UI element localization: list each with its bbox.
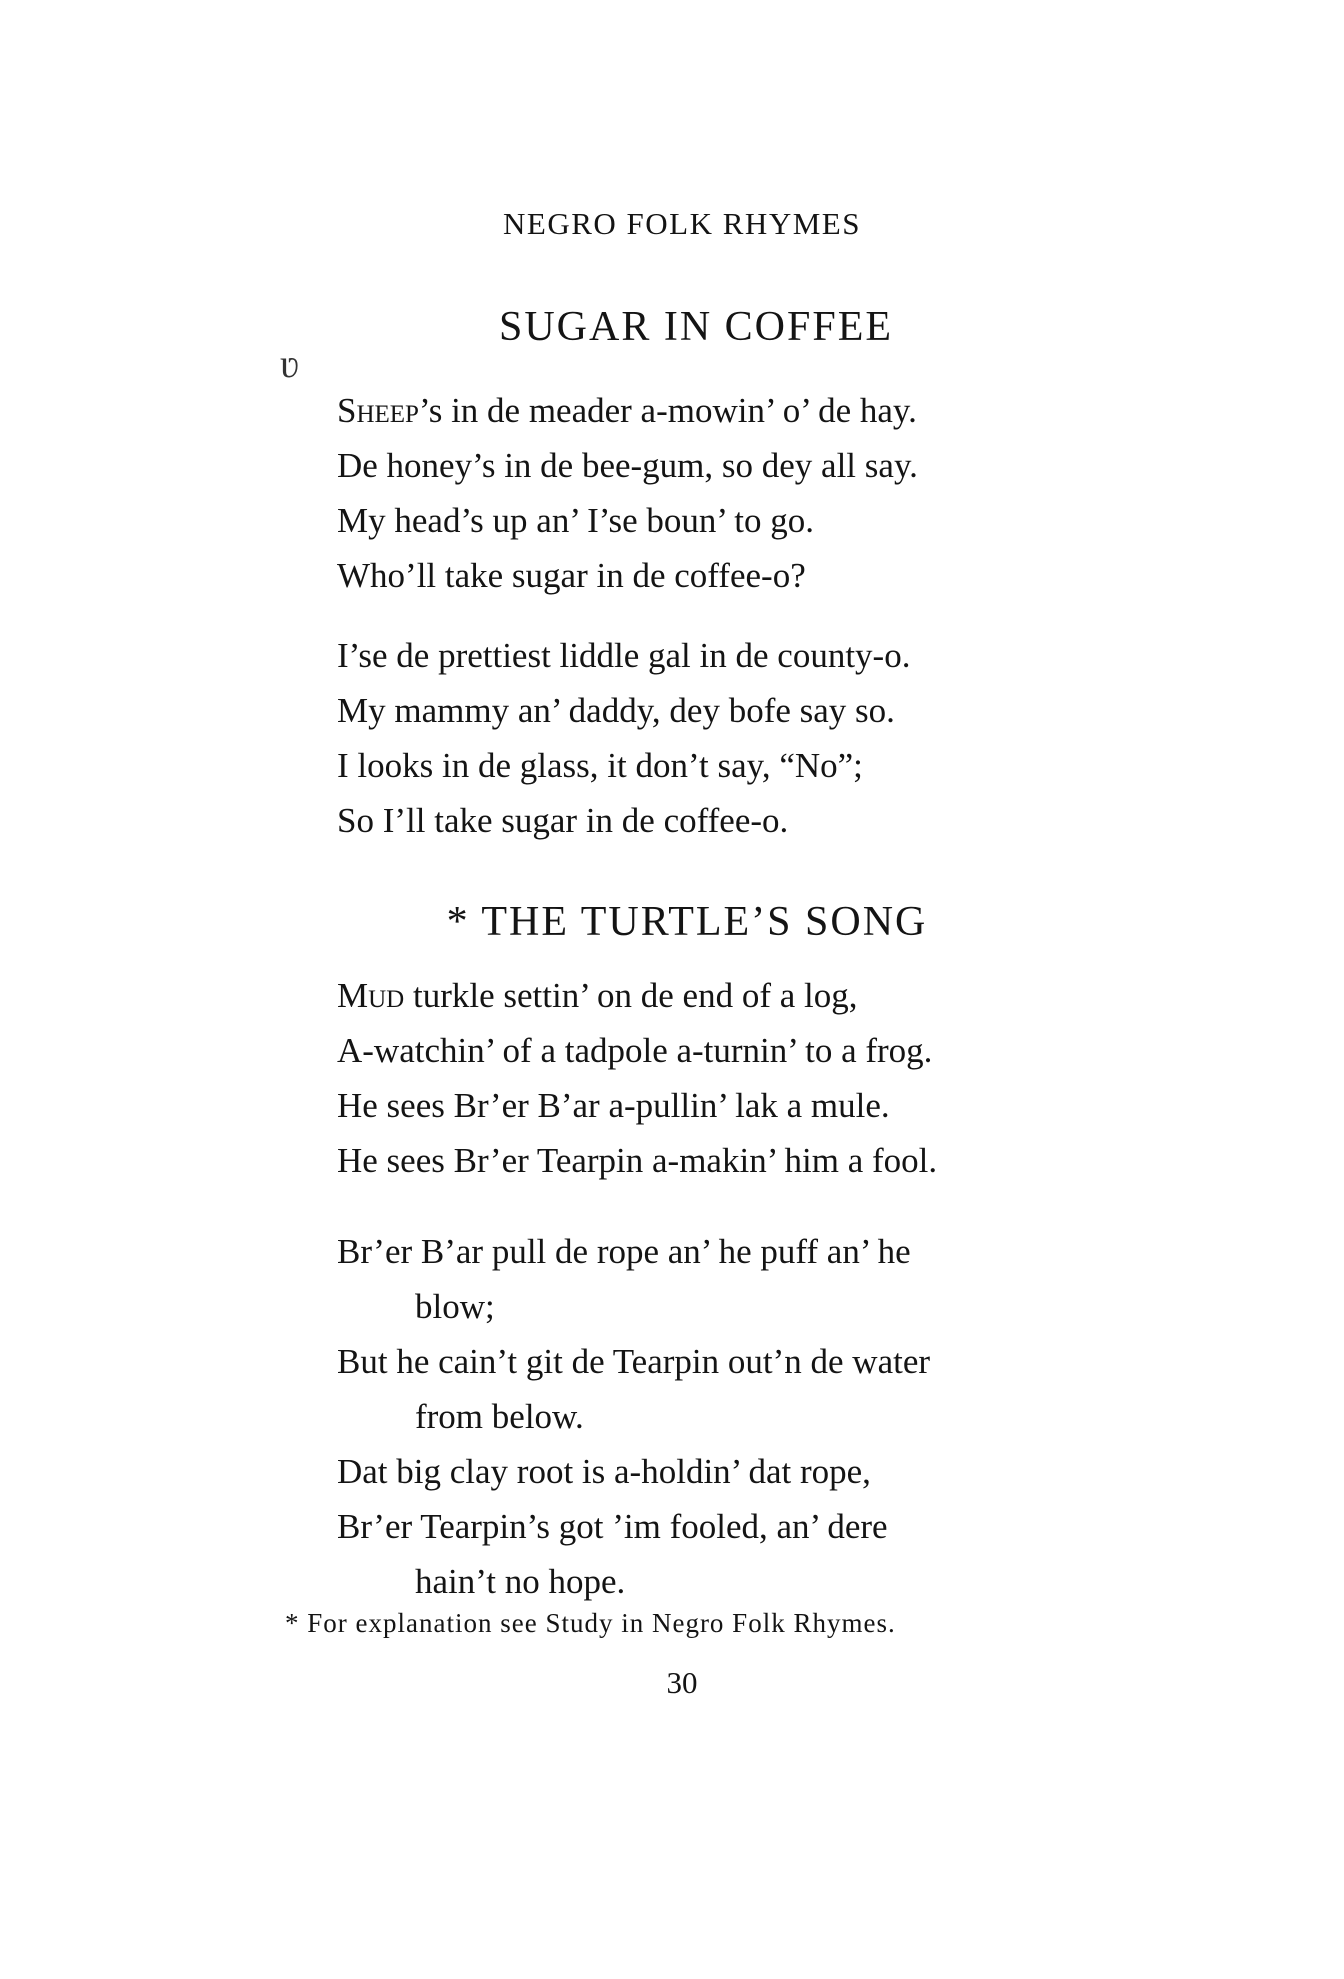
running-head: NEGRO FOLK RHYMES — [503, 206, 861, 241]
verse-line — [337, 383, 1097, 438]
verse-line — [337, 968, 1097, 1023]
verse-line: I’se de prettiest liddle gal in de county-o. — [337, 636, 911, 675]
verse-line: Dat big clay root is a-holdin’ dat rope, — [337, 1452, 871, 1491]
verse-line: My head’s up an’ I’se boun’ to go. — [337, 501, 814, 540]
verse-line: So I’ll take sugar in de coffee-o. — [337, 801, 789, 840]
verse-line: But he cain’t git de Tearpin out’n de water — [337, 1342, 931, 1381]
verse-line: Br’er Tearpin’s got ’im fooled, an’ dere — [337, 1507, 888, 1546]
stanza — [337, 968, 1097, 1188]
page-number: 30 — [666, 1665, 698, 1700]
poem-title-sugar-in-coffee: SUGAR IN COFFEE — [498, 304, 894, 350]
poem-title-turtles-song: * THE TURTLE’S SONG — [446, 899, 928, 945]
verse-line: Who’ll take sugar in de coffee-o? — [337, 556, 806, 595]
stanza — [337, 628, 1097, 848]
verse-line-continuation: hain’t no hope. — [415, 1562, 626, 1601]
verse-line: De honey’s in de bee-gum, so dey all say. — [337, 446, 918, 485]
margin-pencil-mark: ʋ — [280, 341, 299, 386]
verse-line: I looks in de glass, it don’t say, “No”; — [337, 746, 863, 785]
small-caps-first-word: Sheep — [337, 391, 419, 430]
verse-line-rest: turkle settin’ on de end of a log, — [404, 976, 858, 1015]
verse-line-rest: ’s in de meader a-mowin’ o’ de hay. — [418, 391, 917, 430]
footnote: * For explanation see Study in Negro Folk Rhymes. — [285, 1608, 896, 1638]
verse-line-continuation: blow; — [415, 1287, 495, 1326]
verse-line: He sees Br’er B’ar a-pullin’ lak a mule. — [337, 1086, 890, 1125]
verse-line: A-watchin’ of a tadpole a-turnin’ to a frog. — [337, 1031, 933, 1070]
verse-line: He sees Br’er Tearpin a-makin’ him a fool. — [337, 1141, 938, 1180]
verse-line: My mammy an’ daddy, dey bofe say so. — [337, 691, 895, 730]
small-caps-first-word: Mud — [337, 976, 405, 1015]
stanza — [337, 383, 1097, 603]
verse-line: Br’er B’ar pull de rope an’ he puff an’ he — [337, 1232, 911, 1271]
stanza — [337, 1224, 1097, 1609]
verse-line-continuation: from below. — [415, 1397, 584, 1436]
